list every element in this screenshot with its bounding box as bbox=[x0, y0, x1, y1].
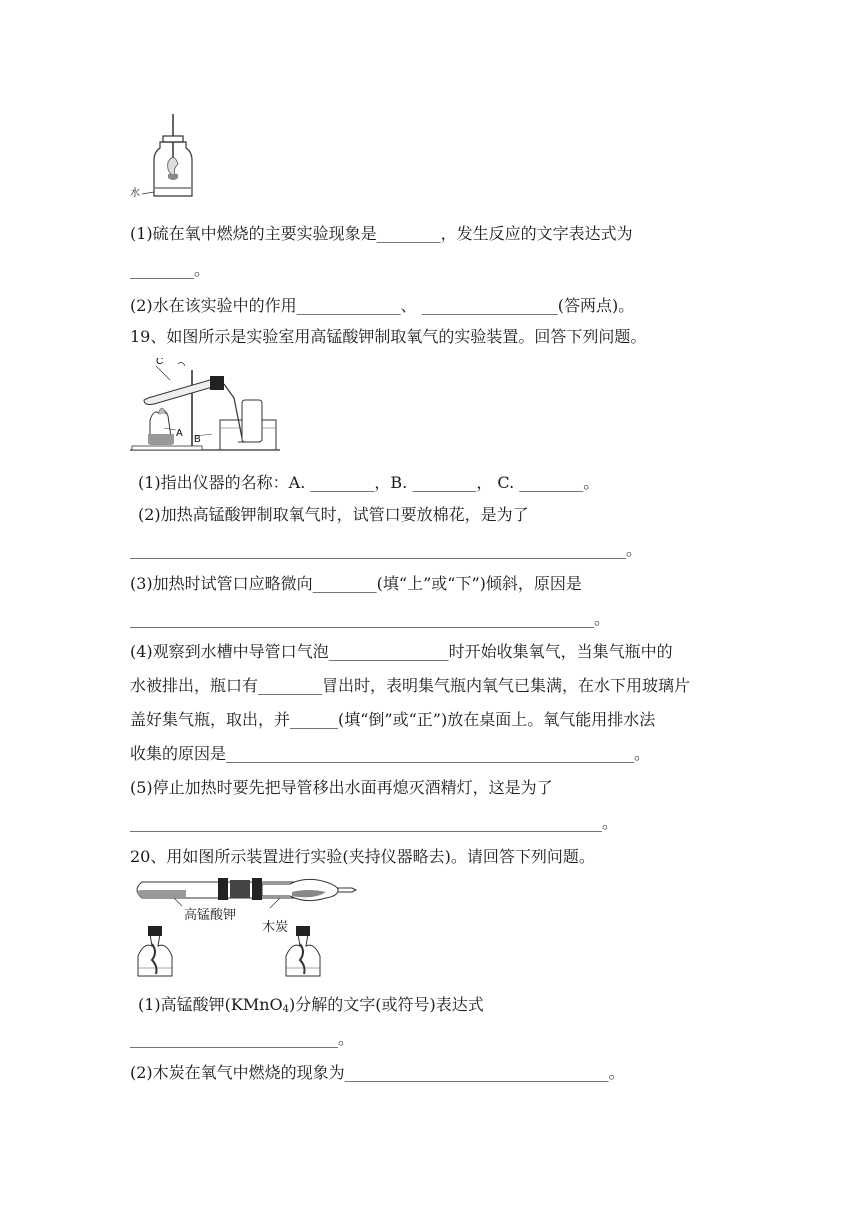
q19-part5-line2: ___________________________________________________________。 bbox=[130, 813, 619, 832]
q20-part1-subscript: 4 bbox=[282, 1004, 290, 1015]
q20-title: 20、用如图所示装置进行实验(夹持仪器略去)。请回答下列问题。 bbox=[130, 847, 595, 866]
q18-part1-line2: ________。 bbox=[130, 260, 211, 279]
q19-part4-line1: (4)观察到水槽中导管口气泡_______________时开始收集氧气，当集气瓶中的 bbox=[130, 642, 673, 661]
q20-part1-pre: (1)高锰酸钾(KMnO bbox=[138, 995, 283, 1014]
q20-part1-post: )分解的文字(或符号)表达式 bbox=[289, 995, 484, 1014]
label-potassium-permanganate: 高锰酸钾 bbox=[184, 908, 237, 923]
charcoal-apparatus-diagram bbox=[130, 876, 362, 980]
apparatus-label-b: B bbox=[194, 434, 201, 445]
q19-part4-line2: 水被排出，瓶口有________冒出时，表明集气瓶内氧气已集满，在水下用玻璃片 bbox=[130, 676, 691, 695]
q19-part4-line3: 盖好集气瓶，取出，并______(填“倒”或“正”)放在桌面上。氧气能用排水法 bbox=[130, 710, 656, 729]
q19-part3-line2: __________________________________________________________。 bbox=[130, 609, 611, 628]
label-charcoal: 木炭 bbox=[262, 920, 289, 935]
q20-part1-line1 bbox=[138, 995, 484, 1020]
q20-part1-line2: __________________________。 bbox=[130, 1029, 355, 1048]
q19-part4-line4: 收集的原因是___________________________________________________。 bbox=[130, 744, 651, 763]
q18-part2: (2)水在该实验中的作用_____________、 _________________(答两点)。 bbox=[130, 296, 635, 315]
q19-part1: (1)指出仪器的名称：A. ________，B. ________， C. ________。 bbox=[138, 473, 600, 492]
apparatus-label-a: A bbox=[176, 428, 183, 439]
q19-part3-line1: (3)加热时试管口应略微向________(填“上”或“下”)倾斜，原因是 bbox=[130, 574, 582, 593]
q19-title: 19、如图所示是实验室用高锰酸钾制取氧气的实验装置。回答下列问题。 bbox=[130, 327, 647, 346]
q19-part2-line1: (2)加热高锰酸钾制取氧气时，试管口要放棉花，是为了 bbox=[138, 505, 529, 524]
sulfur-jar-diagram bbox=[130, 112, 210, 204]
figure-oxygen-apparatus bbox=[130, 358, 280, 458]
q19-part5-line1: (5)停止加热时要先把导管移出水面再熄灭酒精灯，这是为了 bbox=[130, 778, 553, 797]
apparatus-label-c: C bbox=[156, 358, 164, 367]
figure-sulfur-combustion bbox=[130, 112, 210, 208]
water-label: 水 bbox=[130, 188, 140, 199]
q18-part1-line1: (1)硫在氧中燃烧的主要实验现象是________，发生反应的文字表达式为 bbox=[130, 224, 633, 243]
kmno4-apparatus-diagram bbox=[130, 358, 280, 454]
figure-charcoal-apparatus bbox=[130, 876, 362, 984]
q19-part2-line2: ______________________________________________________________。 bbox=[130, 540, 642, 559]
q20-part2: (2)木炭在氧气中燃烧的现象为_________________________________。 bbox=[130, 1063, 625, 1082]
